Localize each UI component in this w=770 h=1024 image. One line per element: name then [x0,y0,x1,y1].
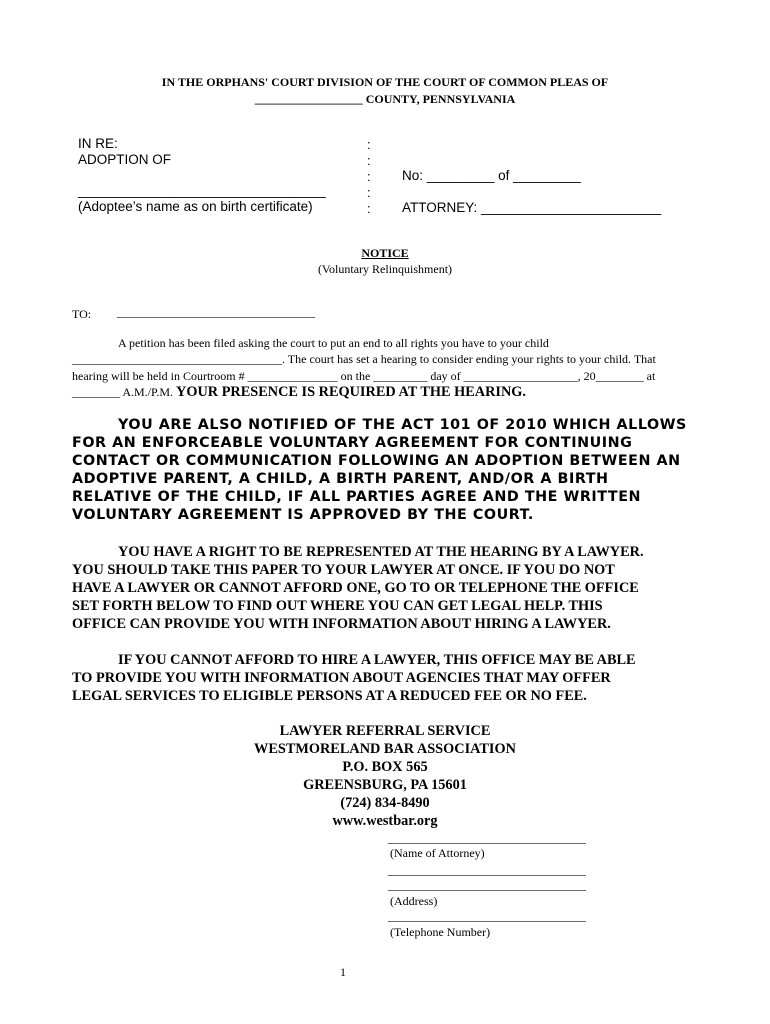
act101-line: ADOPTIVE PARENT, A CHILD, A BIRTH PARENT, AND/OR A BIRTH [72,471,609,487]
referral-block [0,722,770,830]
lawyer-rights-line: YOU HAVE A RIGHT TO BE REPRESENTED AT THE HEARING BY A LAWYER. [118,544,644,560]
adoption-of-label: ADOPTION OF [78,152,172,167]
caption-colon: : [367,185,371,200]
cannot-afford-line: LEGAL SERVICES TO ELIGIBLE PERSONS AT A REDUCED FEE OR NO FEE. [72,688,587,704]
attorney-label: ATTORNEY: [402,200,478,215]
time-blank[interactable]: ________ [72,385,120,399]
caption-colon: : [367,153,371,168]
case-number-label: No: [402,168,424,183]
lawyer-rights-notice [72,543,644,633]
address-blank[interactable]: _________________________________ [388,878,586,892]
referral-service-name: LAWYER REFERRAL SERVICE [279,723,491,739]
address-label: (Address) [390,894,438,908]
notice-title: NOTICE [361,246,409,260]
at-label: at [646,369,656,383]
lawyer-rights-line: HAVE A LAWYER OR CANNOT AFFORD ONE, GO TO OR TELEPHONE THE OFFICE [72,580,639,596]
attorney-name-blank[interactable]: _________________________________ [388,831,586,845]
lawyer-rights-line: OFFICE CAN PROVIDE YOU WITH INFORMATION ABOUT HIRING A LAWYER. [72,616,611,632]
petition-line2-text: . The court has set a hearing to consider ending your rights to your child. That [282,352,656,366]
adoptee-name-blank[interactable]: _________________________________ [78,183,326,198]
page-number: 1 [340,965,346,979]
case-number-blank[interactable]: _________ [426,168,495,183]
referral-city: GREENSBURG, PA 15601 [303,777,467,793]
day-blank[interactable]: _________ [373,369,428,383]
case-year-label: of [498,168,510,183]
petition-line4 [72,384,526,401]
in-re-label: IN RE: [78,136,118,151]
referral-bar-association: WESTMORELAND BAR ASSOCIATION [254,741,516,757]
caption-colon: : [367,201,371,216]
court-header-line1: IN THE ORPHANS' COURT DIVISION OF THE COURT OF COMMON PLEAS OF [161,75,609,89]
case-number-row [402,168,581,183]
attorney-blank[interactable]: ________________________ [481,200,662,215]
cannot-afford-line: IF YOU CANNOT AFFORD TO HIRE A LAWYER, THIS OFFICE MAY BE ABLE [118,652,636,668]
year-prefix: , 20 [577,369,596,383]
telephone-label: (Telephone Number) [390,925,491,939]
lawyer-rights-line: YOU SHOULD TAKE THIS PAPER TO YOUR LAWYER AT ONCE. IF YOU DO NOT [72,562,615,578]
referral-po-box: P.O. BOX 565 [342,759,428,775]
court-header-line2 [0,92,770,107]
act101-line: CONTACT OR COMMUNICATION FOLLOWING AN ADOPTION BETWEEN AN [72,453,681,469]
petition-line2 [72,352,656,367]
cannot-afford-line: TO PROVIDE YOU WITH INFORMATION ABOUT AGENCIES THAT MAY OFFER [72,670,611,686]
caption-colon: : [367,137,371,152]
recipient-blank[interactable]: _________________________________ [117,305,315,319]
county-blank[interactable]: __________________ [254,92,363,106]
referral-phone: (724) 834-8490 [340,795,430,811]
act101-notice [72,416,702,524]
year-blank[interactable]: ________ [595,369,644,383]
caption-colon: : [367,169,371,184]
telephone-blank[interactable]: _________________________________ [388,909,586,923]
courtroom-blank[interactable]: _______________ [247,369,338,383]
petition-line3 [72,369,655,384]
child-name-blank[interactable]: ___________________________________ [72,352,282,366]
referral-website[interactable]: www.westbar.org [332,813,438,829]
attorney-name-label: (Name of Attorney) [390,846,485,860]
county-label: COUNTY, PENNSYLVANIA [365,92,516,106]
presence-required: YOUR PRESENCE IS REQUIRED AT THE HEARING. [176,384,526,400]
adoptee-name-label: (Adoptee’s name as on birth certificate) [78,199,313,214]
day-of-label: day of [430,369,461,383]
act101-line: VOLUNTARY AGREEMENT IS APPROVED BY THE COURT. [72,507,534,523]
act101-line: FOR AN ENFORCEABLE VOLUNTARY AGREEMENT FOR CONTINUING [72,435,633,451]
act101-line: YOU ARE ALSO NOTIFIED OF THE ACT 101 OF 2010 WHICH ALLOWS [118,417,687,433]
case-year-blank[interactable]: _________ [513,168,581,183]
petition-line1: A petition has been filed asking the court to put an end to all rights you have to your child [118,336,549,350]
cannot-afford-notice [72,651,636,705]
lawyer-rights-line: SET FORTH BELOW TO FIND OUT WHERE YOU CAN GET LEGAL HELP. THIS [72,598,603,614]
courtroom-label: hearing will be held in Courtroom # [72,369,245,383]
ampm-label: A.M./P.M. [122,385,174,399]
month-blank[interactable]: ___________________ [463,369,578,383]
address-blank[interactable]: _________________________________ [388,863,586,877]
notice-subtitle: (Voluntary Relinquishment) [317,262,453,276]
act101-line: RELATIVE OF THE CHILD, IF ALL PARTIES AGREE AND THE WRITTEN [72,489,642,505]
attorney-row [402,200,661,215]
on-the-label: on the [340,369,371,383]
to-label: TO: [72,307,92,321]
